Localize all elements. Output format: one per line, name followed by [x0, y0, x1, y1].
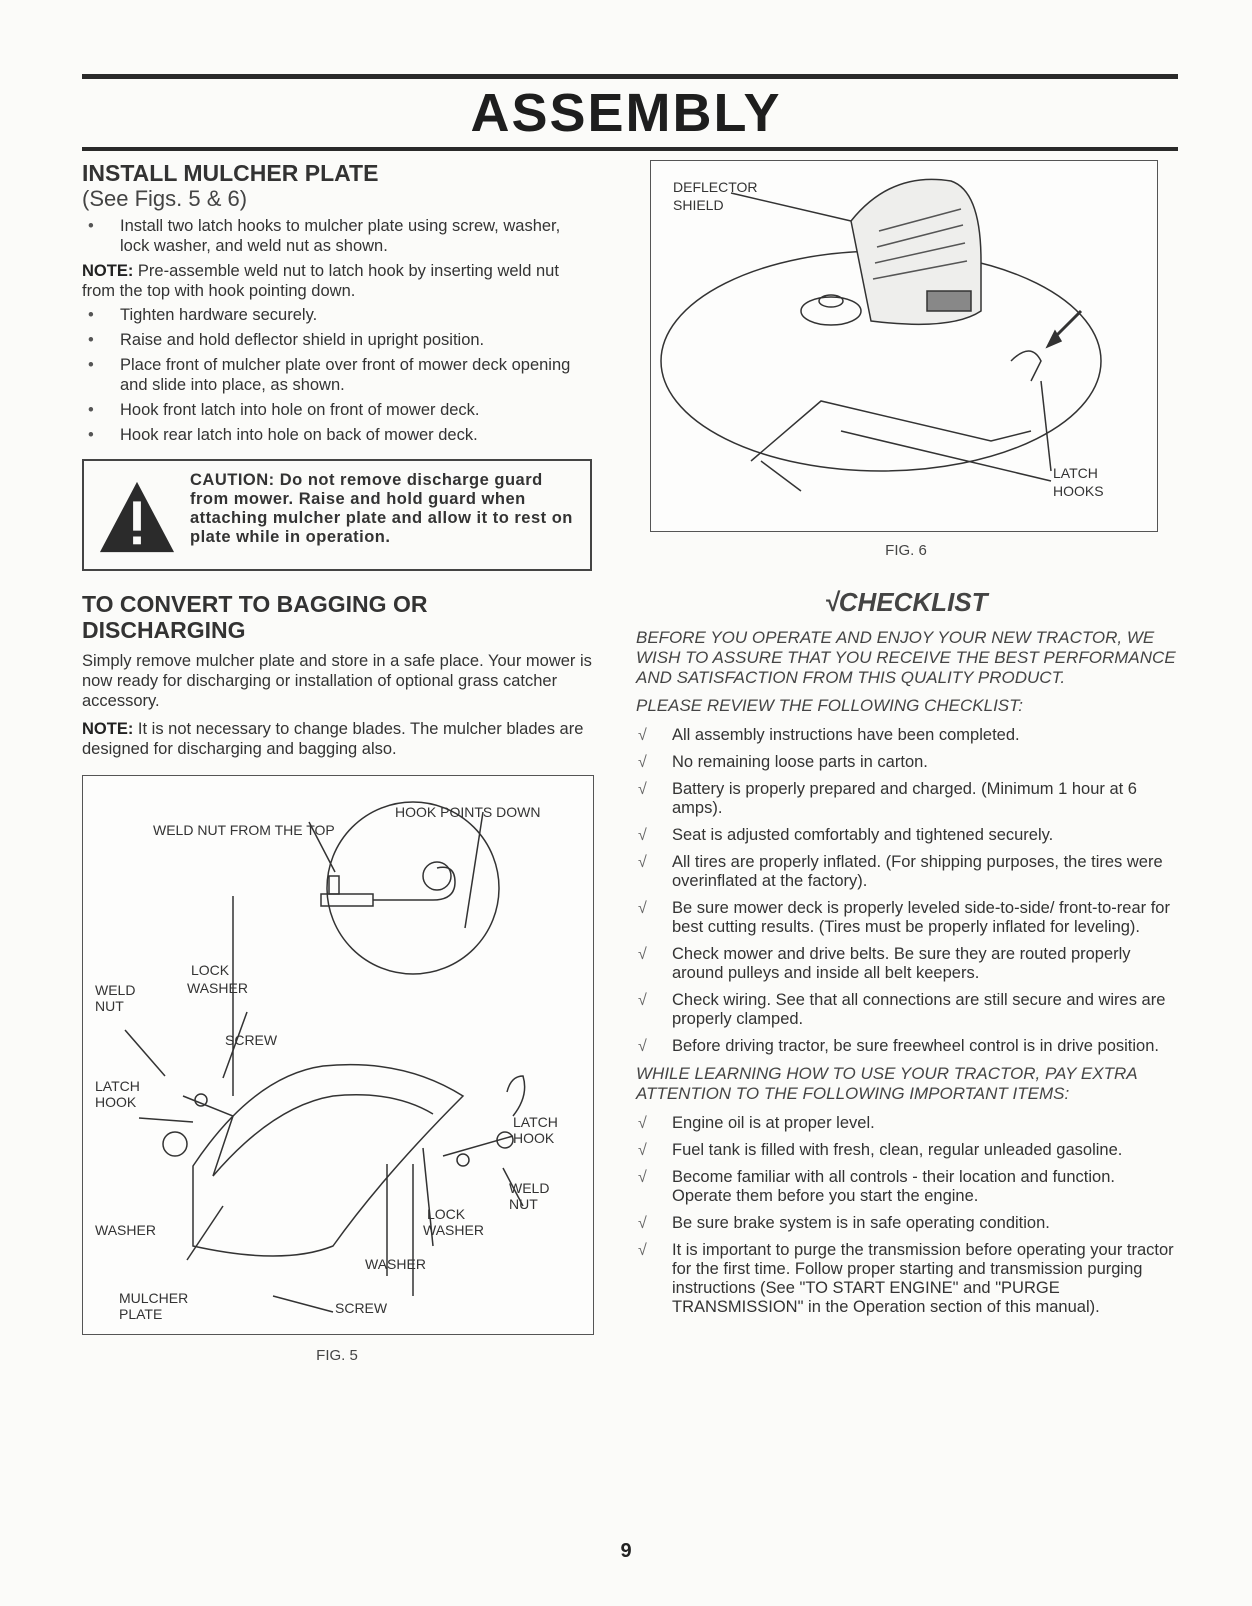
checklist-review: PLEASE REVIEW THE FOLLOWING CHECKLIST: — [636, 696, 1023, 715]
convert-note — [82, 719, 592, 759]
fig6-label: DEFLECTOR — [673, 179, 758, 195]
fig5-label: PLATE — [119, 1306, 163, 1322]
convert-heading-line1: TO CONVERT TO BAGGING OR — [82, 591, 428, 617]
checklist-item-text: It is important to purge the transmission before operating your tractor for the first time. Follow proper starting and transmission purging instructions (See "TO START ENGINE" and "PURGE TRANSMISSION" in the Operation section of this manual). — [672, 1241, 1174, 1316]
fig5-label: WELD NUT FROM THE TOP — [153, 822, 335, 838]
fig5-label: HOOK — [95, 1094, 137, 1110]
left-column — [82, 160, 592, 1364]
fig5-label: HOOK POINTS DOWN — [395, 804, 541, 820]
checklist-item-text: Fuel tank is filled with fresh, clean, regular unleaded gasoline. — [672, 1141, 1123, 1159]
fig5-label: MULCHER — [119, 1290, 189, 1306]
checklist-item — [636, 899, 1176, 937]
checklist-title: √CHECKLIST — [824, 587, 988, 617]
page-title: ASSEMBLY — [470, 83, 782, 143]
install-bullet: • Hook rear latch into hole on back of mower deck. — [82, 425, 592, 445]
important-items — [636, 1114, 1176, 1317]
checklist-item-text: Check wiring. See that all connections are still secure and wires are properly clamped. — [672, 991, 1166, 1028]
install-bullet: • Place front of mulcher plate over front of mower deck opening and slide into place, as shown. — [82, 355, 592, 395]
fig5-label: WELD — [95, 982, 136, 998]
checklist-item — [636, 1214, 1176, 1233]
check-icon: √ — [638, 827, 647, 844]
fig5-label: LOCK — [191, 962, 230, 978]
checklist-item — [636, 753, 1176, 772]
figure-5 — [82, 775, 594, 1335]
fig5-label: SCREW — [225, 1032, 278, 1048]
fig5-label: WASHER — [187, 980, 248, 996]
install-heading: INSTALL MULCHER PLATE — [82, 160, 379, 186]
right-column — [636, 160, 1176, 1325]
fig5-label: LATCH — [513, 1114, 558, 1130]
checklist-item-text: Seat is adjusted comfortably and tightened securely. — [672, 826, 1054, 844]
caution-text: CAUTION: Do not remove discharge guard from mower. Raise and hold guard when attaching mulcher plate and allow it to rest on plate while in operation. — [190, 471, 573, 546]
fig5-label: SCREW — [335, 1300, 388, 1316]
checklist-item — [636, 1114, 1176, 1133]
checklist-item — [636, 1168, 1176, 1206]
check-icon: √ — [638, 1169, 647, 1186]
warning-triangle-icon — [98, 479, 176, 555]
check-icon: √ — [638, 900, 647, 917]
checklist-item-text: Battery is properly prepared and charged. (Minimum 1 hour at 6 amps). — [672, 780, 1137, 817]
checklist-item — [636, 1141, 1176, 1160]
check-icon: √ — [638, 1115, 647, 1132]
install-note — [82, 261, 592, 301]
note-label: NOTE: — [82, 262, 134, 280]
checklist-item-text: Check mower and drive belts. Be sure they are routed properly around pulleys and inside all belt keepers. — [672, 945, 1131, 982]
figure-5-drawing — [83, 776, 591, 1332]
check-icon: √ — [638, 754, 647, 771]
fig5-label: NUT — [95, 998, 124, 1014]
fig6-label: HOOKS — [1053, 483, 1104, 499]
checklist-item-text: Be sure mower deck is properly leveled side-to-side/ front-to-rear for best cutting results. (Tires must be properly inflated for leveling). — [672, 899, 1170, 936]
caution-box — [82, 459, 592, 571]
check-icon: √ — [638, 1142, 647, 1159]
fig5-label: WASHER — [423, 1222, 484, 1238]
check-icon: √ — [638, 946, 647, 963]
checklist-item-text: Before driving tractor, be sure freewheel control is in drive position. — [672, 1037, 1159, 1055]
fig5-label: WASHER — [365, 1256, 426, 1272]
checklist-item — [636, 945, 1176, 983]
convert-body: Simply remove mulcher plate and store in a safe place. Your mower is now ready for discharging or installation of optional grass catcher accessory. — [82, 652, 592, 710]
install-bullets-first — [82, 216, 592, 256]
checklist-item — [636, 991, 1176, 1029]
check-icon: √ — [638, 992, 647, 1009]
while-learning-heading: WHILE LEARNING HOW TO USE YOUR TRACTOR, PAY EXTRA ATTENTION TO THE FOLLOWING IMPORTANT ITEMS: — [636, 1064, 1137, 1103]
check-icon: √ — [638, 1215, 647, 1232]
fig5-label: LATCH — [95, 1078, 140, 1094]
fig6-label: SHIELD — [673, 197, 724, 213]
fig5-label: NUT — [509, 1196, 538, 1212]
note-text: Pre-assemble weld nut to latch hook by inserting weld nut from the top with hook pointing down. — [82, 262, 559, 300]
checklist-item-text: Engine oil is at proper level. — [672, 1114, 875, 1132]
checklist-item — [636, 826, 1176, 845]
install-bullet: • Install two latch hooks to mulcher plate using screw, washer, lock washer, and weld nut as shown. — [82, 216, 592, 256]
install-bullet: • Raise and hold deflector shield in upright position. — [82, 330, 592, 350]
checklist-item — [636, 726, 1176, 745]
checklist-item — [636, 1037, 1176, 1056]
check-icon: √ — [638, 1038, 647, 1055]
fig5-label: HOOK — [513, 1130, 555, 1146]
fig5-label: LOCK — [427, 1206, 466, 1222]
checklist-item-text: No remaining loose parts in carton. — [672, 753, 928, 771]
fig5-label: WELD — [509, 1180, 550, 1196]
install-bullet: • Tighten hardware securely. — [82, 305, 592, 325]
title-rule — [82, 147, 1178, 151]
fig5-caption: FIG. 5 — [316, 1347, 358, 1364]
install-subheading: (See Figs. 5 & 6) — [82, 186, 248, 211]
page-number: 9 — [620, 1540, 632, 1562]
top-rule — [82, 74, 1178, 79]
check-icon: √ — [638, 727, 647, 744]
checklist-intro: BEFORE YOU OPERATE AND ENJOY YOUR NEW TRACTOR, WE WISH TO ASSURE THAT YOU RECEIVE THE BEST PERFORMANCE AND SATISFACTION FROM THIS QUALITY PRODUCT. — [636, 628, 1176, 687]
fig5-label: WASHER — [95, 1222, 156, 1238]
check-icon: √ — [638, 781, 647, 798]
checklist-item-text: Be sure brake system is in safe operating condition. — [672, 1214, 1050, 1232]
note-text: It is not necessary to change blades. The mulcher blades are designed for discharging and bagging also. — [82, 720, 584, 758]
convert-heading-line2: DISCHARGING — [82, 617, 246, 643]
fig6-label: LATCH — [1053, 465, 1098, 481]
check-icon: √ — [638, 854, 647, 871]
checklist-item — [636, 780, 1176, 818]
fig6-caption: FIG. 6 — [885, 542, 927, 559]
checklist-item-text: All tires are properly inflated. (For shipping purposes, the tires were overinflated at the factory). — [672, 853, 1163, 890]
checklist-item — [636, 1241, 1176, 1317]
checklist-items — [636, 726, 1176, 1056]
check-icon: √ — [638, 1242, 647, 1259]
install-bullets — [82, 305, 592, 445]
note-label: NOTE: — [82, 720, 134, 738]
figure-6 — [650, 160, 1158, 532]
checklist-item — [636, 853, 1176, 891]
checklist-item-text: All assembly instructions have been completed. — [672, 726, 1020, 744]
install-bullet: • Hook front latch into hole on front of mower deck. — [82, 400, 592, 420]
checklist-item-text: Become familiar with all controls - their location and function. Operate them before you start the engine. — [672, 1168, 1115, 1205]
